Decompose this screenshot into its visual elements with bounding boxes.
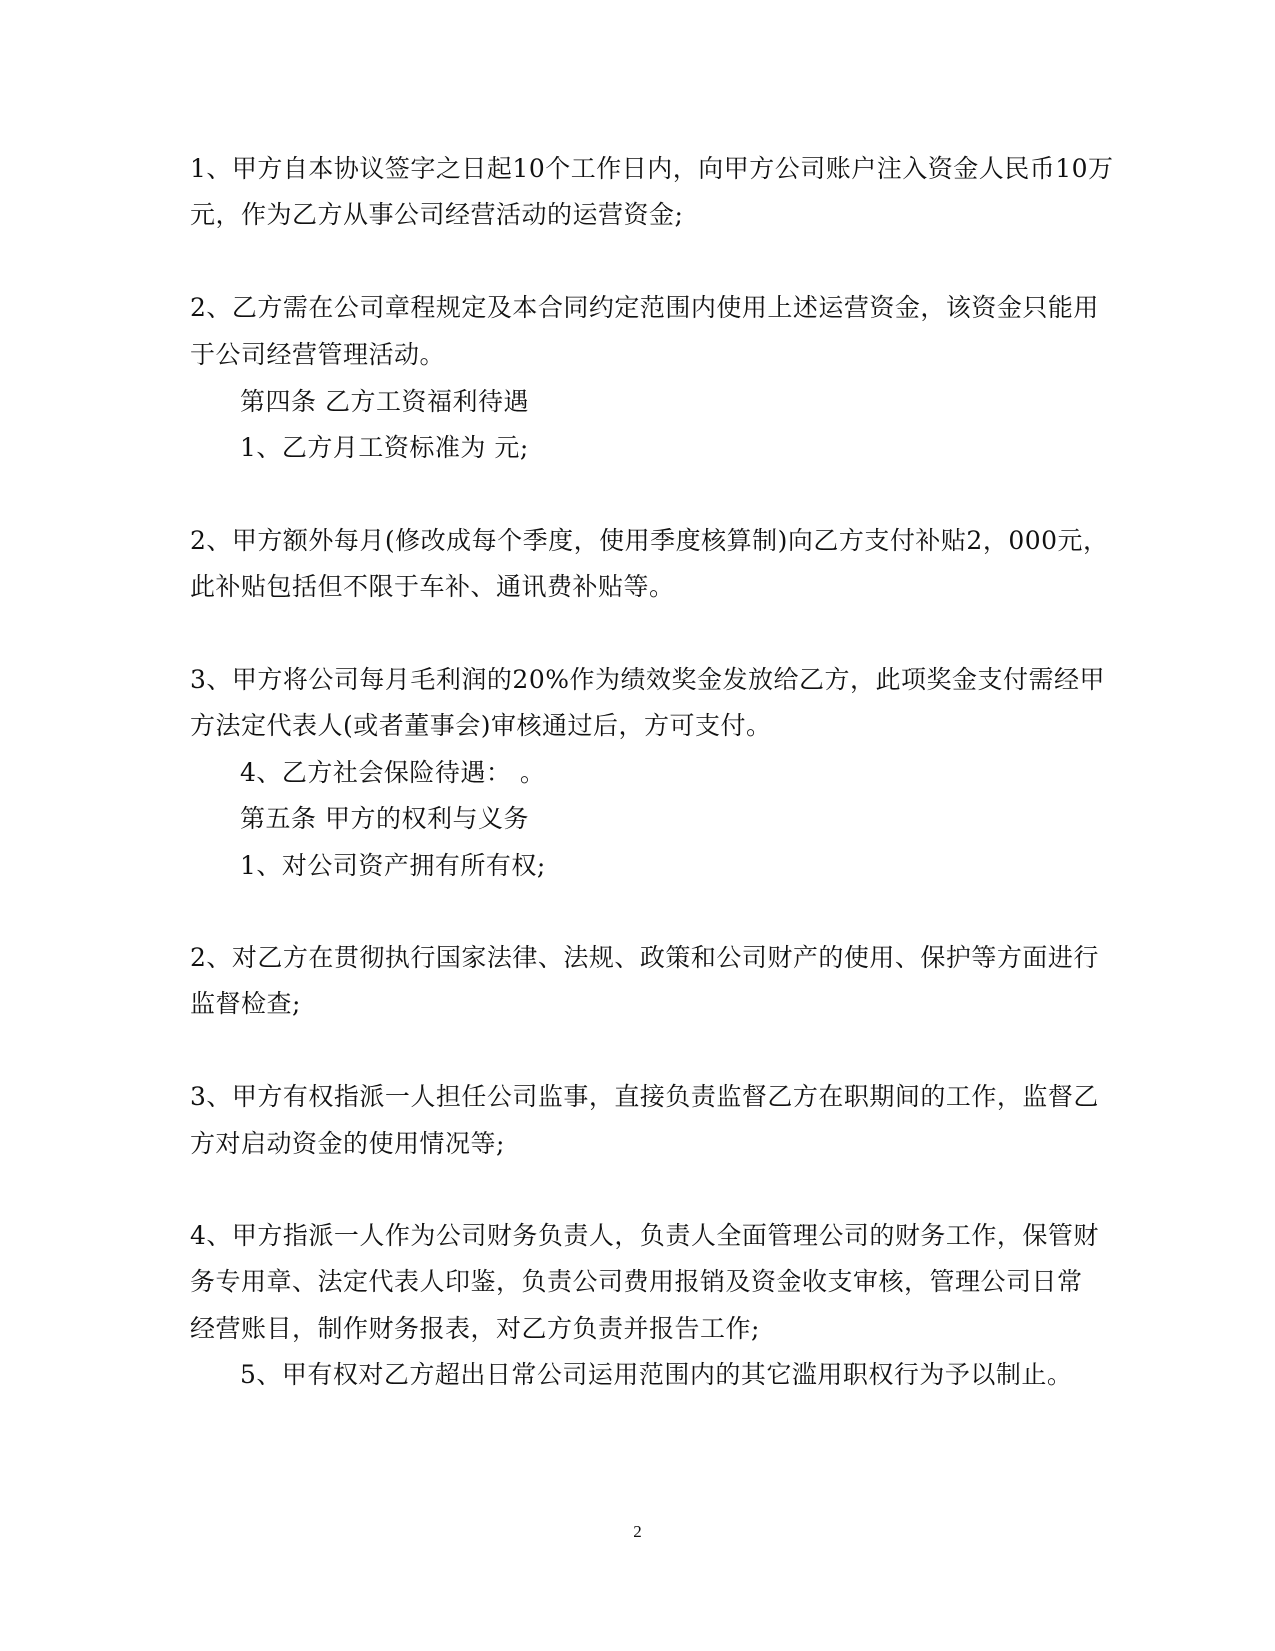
article-5-item-4-line-3: 经营账目，制作财务报表，对乙方负责并报告工作; [190,1314,760,1343]
article-5-item-3-line-2: 方对启动资金的使用情况等; [190,1129,505,1158]
article-5-item-3-line-1: 3、甲方有权指派一人担任公司监事，直接负责监督乙方在职期间的工作，监督乙 [190,1082,1099,1111]
article-4-item-1: 1、乙方月工资标准为 元; [240,433,529,462]
article-4-item-3-line-1: 3、甲方将公司每月毛利润的20%作为绩效奖金发放给乙方，此项奖金支付需经甲 [190,665,1105,694]
paragraph-2-line-1: 2、乙方需在公司章程规定及本合同约定范围内使用上述运营资金，该资金只能用 [190,293,1099,322]
article-5-item-4-line-1: 4、甲方指派一人作为公司财务负责人，负责人全面管理公司的财务工作，保管财 [190,1221,1099,1250]
paragraph-1-line-1: 1、甲方自本协议签字之日起10个工作日内，向甲方公司账户注入资金人民币10万 [190,154,1114,183]
article-4-item-2-line-2: 此补贴包括但不限于车补、通讯费补贴等。 [190,572,675,601]
article-5-item-2-line-2: 监督检查; [190,989,301,1018]
article-5-item-5: 5、甲有权对乙方超出日常公司运用范围内的其它滥用职权行为予以制止。 [240,1360,1073,1389]
article-4-item-2-line-1: 2、甲方额外每月(修改成每个季度，使用季度核算制)向乙方支付补贴2，000元， [190,526,1109,555]
article-4-item-4: 4、乙方社会保险待遇： 。 [240,758,546,787]
page-number: 2 [633,1522,642,1541]
paragraph-2-line-2: 于公司经营管理活动。 [190,340,446,369]
article-4-item-3-line-2: 方法定代表人(或者董事会)审核通过后，方可支付。 [190,711,772,740]
article-4-heading: 第四条 乙方工资福利待遇 [240,387,529,416]
article-5-item-4-line-2: 务专用章、法定代表人印鉴，负责公司费用报销及资金收支审核，管理公司日常 [190,1267,1083,1296]
paragraph-1-line-2: 元，作为乙方从事公司经营活动的运营资金; [190,200,684,229]
article-5-item-2-line-1: 2、对乙方在贯彻执行国家法律、法规、政策和公司财产的使用、保护等方面进行 [190,943,1099,972]
article-5-heading: 第五条 甲方的权利与义务 [240,804,529,833]
article-5-item-1: 1、对公司资产拥有所有权; [240,851,546,880]
